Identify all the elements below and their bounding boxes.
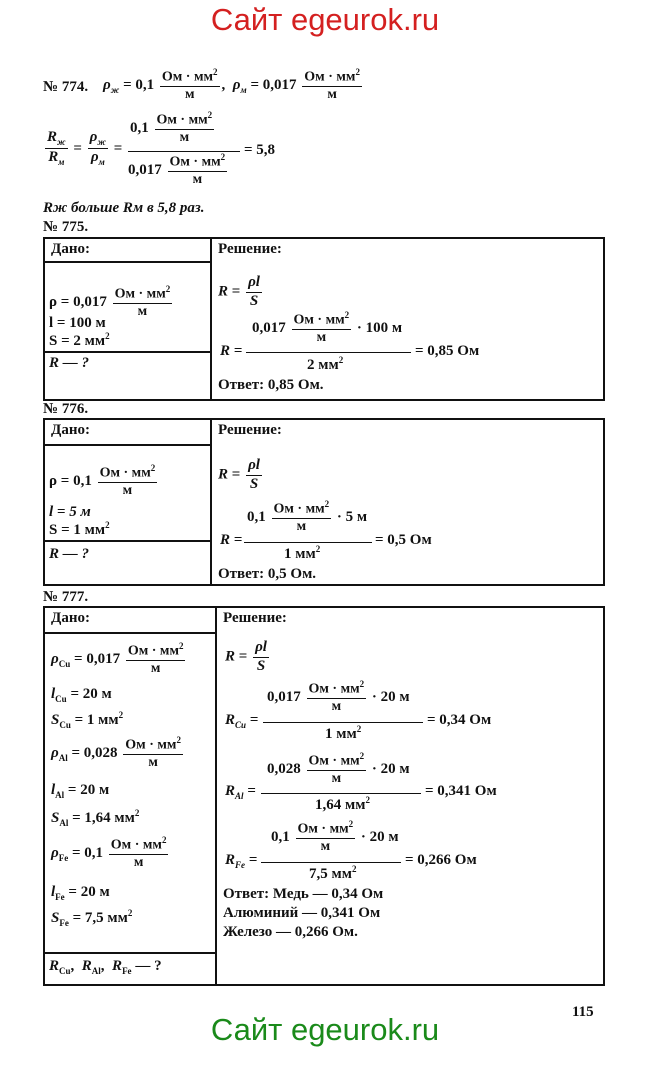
task-777-fe-numerator: 0,1 Ом · $мм^2$ м · 20 м bbox=[271, 819, 399, 855]
task-775-calc-R: R = bbox=[220, 343, 243, 359]
task-777-fe-R: $R_{Fe}$ = bbox=[225, 852, 258, 870]
solution-header: Решение: bbox=[218, 241, 282, 257]
task-776-calc-denominator: 1 $мм^2$ bbox=[284, 544, 321, 562]
task-777-cu-bar bbox=[263, 722, 423, 723]
task-777-l-fe: $l_{Fe} = 20$ м bbox=[51, 884, 110, 902]
task-777-answer-1: Ответ: Медь — 0,34 Ом bbox=[223, 886, 384, 902]
task-775-length: l = 100 м bbox=[49, 315, 106, 331]
given-header: Дано: bbox=[51, 241, 90, 257]
site-banner-bottom[interactable]: Сайт egeurok.ru bbox=[210, 1012, 440, 1047]
task-776-calc-bar bbox=[244, 542, 372, 543]
task-777-l-al: $l_{Al} = 20$ м bbox=[51, 782, 110, 800]
task-777-cu-R: $R_{Cu}$ = bbox=[225, 712, 259, 730]
task-777-fe-result: = 0,266 Ом bbox=[405, 852, 477, 868]
task-774-conclusion: Rж больше Rм в 5,8 раз. bbox=[43, 200, 205, 216]
task-775-find: R — ? bbox=[49, 355, 90, 371]
task-776-table bbox=[43, 418, 605, 586]
task-776-area: S = 1 $мм^2$ bbox=[49, 520, 110, 538]
task-777-find: $R_{Cu}$, $R_{Al}$, $R_{Fe}$ — ? bbox=[49, 958, 162, 976]
task-777-l-cu: $l_{Cu} = 20$ м bbox=[51, 686, 112, 704]
task-777-fe-denominator: 7,5 $мм^2$ bbox=[309, 864, 357, 882]
task-777-rho-cu: $\rho_{Cu} = 0,017$ Ом · $мм^2$ м bbox=[51, 641, 184, 677]
site-banner-top[interactable]: Сайт egeurok.ru bbox=[210, 2, 440, 37]
task-777-al-R: $R_{Al}$ = bbox=[225, 783, 256, 801]
task-775-calc-result: = 0,85 Ом bbox=[415, 343, 480, 359]
given-header: Дано: bbox=[51, 422, 90, 438]
task-775-calc-bar bbox=[246, 352, 411, 353]
task-776-answer: Ответ: 0,5 Ом. bbox=[218, 566, 317, 582]
task-777-formula: R = $\frac{\rho l}{S}$ bbox=[225, 639, 267, 674]
task-777-s-al: $S_{Al} = 1,64$ $мм^2$ bbox=[51, 808, 140, 828]
task-777-cu-numerator: 0,017 Ом · $мм^2$ м · 20 м bbox=[267, 679, 410, 715]
solution-header: Решение: bbox=[218, 422, 282, 438]
task-775-rho: ρ = 0,017 Ом · $мм^2$ м bbox=[49, 284, 171, 320]
task-774-numerator: 0,1 Ом · $мм^2$ м bbox=[130, 110, 213, 146]
task-775-number: № 775. bbox=[43, 219, 89, 235]
task-775-calc-denominator: 2 $мм^2$ bbox=[307, 355, 344, 373]
task-774-result: = 5,8 bbox=[244, 142, 276, 158]
task-777-answer-2: Алюминий — 0,341 Ом bbox=[223, 905, 381, 921]
task-777-rho-fe: $\rho_{Fe} = 0,1$ Ом · $мм^2$ м bbox=[51, 835, 167, 871]
task-777-s-cu: $S_{Cu} = 1$ $мм^2$ bbox=[51, 710, 124, 730]
task-777-number: № 777. bbox=[43, 589, 89, 605]
task-775-table bbox=[43, 237, 605, 401]
task-776-formula: R = $\frac{\rho l}{S}$ bbox=[218, 457, 260, 492]
given-header: Дано: bbox=[51, 610, 90, 626]
task-776-rho: ρ = 0,1 Ом · $мм^2$ м bbox=[49, 463, 156, 499]
solution-header: Решение: bbox=[223, 610, 287, 626]
task-775-formula: R = $\frac{\rho l}{S}$ bbox=[218, 274, 260, 309]
task-777-al-denominator: 1,64 $мм^2$ bbox=[315, 795, 370, 813]
page-number: 115 bbox=[572, 1004, 594, 1020]
task-776-calc-numerator: 0,1 Ом · $мм^2$ м · 5 м bbox=[247, 499, 368, 535]
task-776-length: l = 5 м bbox=[49, 504, 91, 520]
task-777-al-result: = 0,341 Ом bbox=[425, 783, 497, 799]
task-777-fe-bar bbox=[261, 862, 401, 863]
task-776-calc-R: R = bbox=[220, 532, 243, 548]
task-776-number: № 776. bbox=[43, 401, 89, 417]
task-777-rho-al: $\rho_{Al} = 0,028$ Ом · $мм^2$ м bbox=[51, 735, 181, 771]
task-774-number: № 774. bbox=[43, 79, 89, 95]
task-777-al-bar bbox=[261, 793, 421, 794]
task-777-al-numerator: 0,028 Ом · $мм^2$ м · 20 м bbox=[267, 751, 410, 787]
task-774-given: $\rho_ж = 0,1$ Ом · $мм^2$ м , $\rho_м = 0,017$ Ом · $мм^2$ м bbox=[103, 67, 360, 103]
task-777-table bbox=[43, 606, 605, 986]
task-777-cu-denominator: 1 $мм^2$ bbox=[325, 724, 362, 742]
task-777-cu-result: = 0,34 Ом bbox=[427, 712, 492, 728]
task-776-find: R — ? bbox=[49, 546, 90, 562]
task-777-s-fe: $S_{Fe} = 7,5$ $мм^2$ bbox=[51, 908, 133, 928]
task-774-ratio: $R_ж$ $R_м$ = $\rho_ж$ $\rho_м$ = bbox=[47, 129, 123, 168]
task-775-answer: Ответ: 0,85 Ом. bbox=[218, 377, 324, 393]
task-774-denominator: 0,017 Ом · $мм^2$ м bbox=[128, 152, 226, 188]
task-775-calc-numerator: 0,017 Ом · $мм^2$ м · 100 м bbox=[252, 310, 403, 346]
task-775-area: S = 2 $мм^2$ bbox=[49, 331, 110, 349]
task-776-calc-result: = 0,5 Ом bbox=[375, 532, 432, 548]
task-777-answer-3: Железо — 0,266 Ом. bbox=[223, 924, 358, 940]
